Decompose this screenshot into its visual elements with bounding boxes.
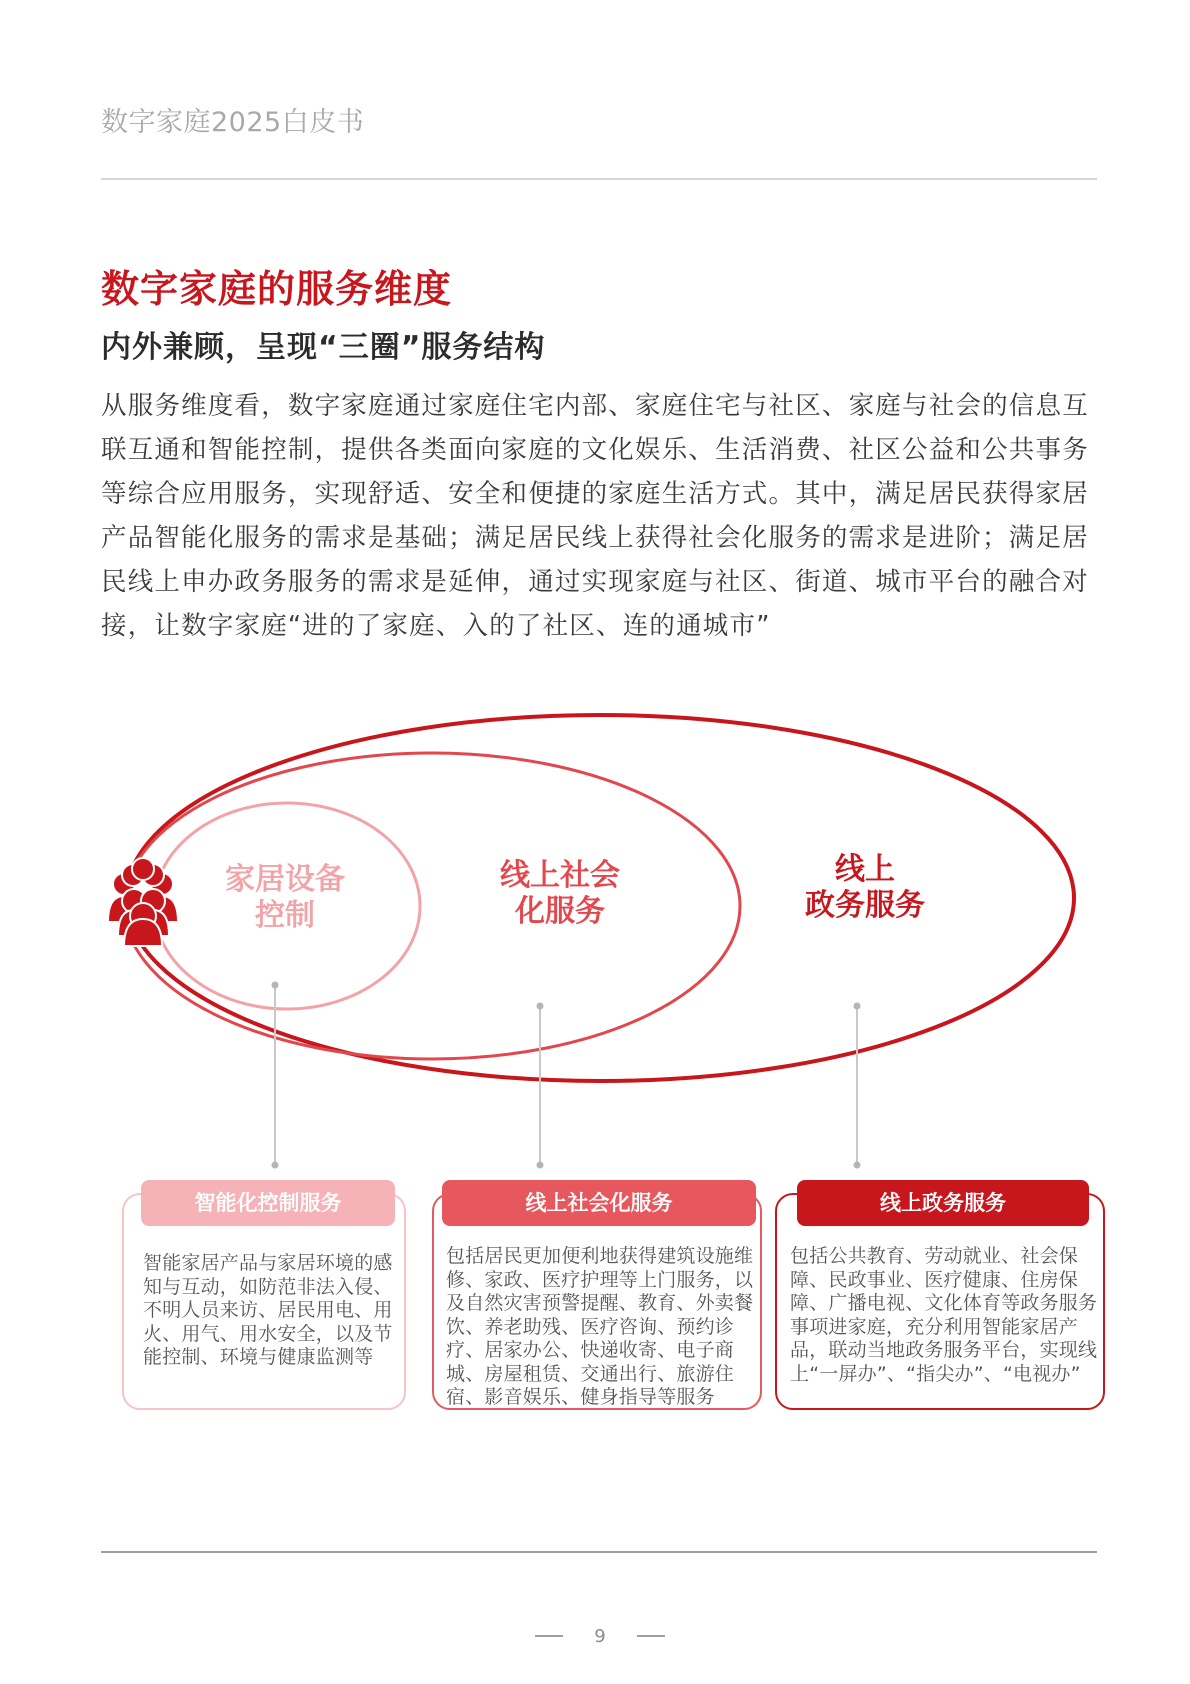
section-subtitle: 内外兼顾，呈现“三圈”服务结构	[101, 330, 546, 365]
circle-label-gov	[770, 852, 960, 924]
footer-divider	[101, 1551, 1097, 1553]
circle-label-home	[195, 862, 375, 934]
card-text-social-service: 包括居民更加便利地获得建筑设施维修、家政、医疗护理等上门服务，以及自然灾害预警提醒、教育、外卖餐饮、养老助残、医疗咨询、预约诊疗、居家办公、快递收寄、电子商城、房屋租赁、交通出行、旅游住宿、影音娱乐、健身指导等服务	[446, 1245, 754, 1408]
card-title-smart-control: 智能化控制服务	[141, 1180, 395, 1226]
page-number-dash-right	[637, 1635, 665, 1637]
circle-label-gov-line1: 线上	[835, 852, 895, 887]
connector-gov	[854, 1003, 861, 1169]
body-paragraph: 从服务维度看，数字家庭通过家庭住宅内部、家庭住宅与社区、家庭与社会的信息互联互通和智能控制，提供各类面向家庭的文化娱乐、生活消费、社区公益和公共事务等综合应用服务，实现舒适、安全和便捷的家庭生活方式。其中，满足居民获得家居产品智能化服务的需求是基础；满足居民线上获得社会化服务的需求是进阶；满足居民线上申办政务服务的需求是延伸，通过实现家庭与社区、街道、城市平台的融合对接，让数字家庭“进的了家庭、入的了社区、连的通城市”	[101, 391, 1089, 641]
circle-label-social-line2: 化服务	[515, 894, 605, 929]
card-text-smart-control: 智能家居产品与家居环境的感知与互动，如防范非法入侵、不明人员来访、居民用电、用火、用气、用水安全，以及节能控制、环境与健康监测等	[143, 1252, 393, 1368]
section-title: 数字家庭的服务维度	[101, 267, 453, 311]
page-number: 9	[594, 1625, 606, 1647]
circle-label-social-line1: 线上社会	[500, 858, 620, 893]
page-number-footer	[535, 1624, 665, 1648]
card-text-gov-service: 包括公共教育、劳动就业、社会保障、民政事业、医疗健康、住房保障、广播电视、文化体育等政务服务事项进家庭，充分利用智能家居产品，联动当地政务服务平台，实现线上“一屏办”、“指尖办”、“电视办”	[790, 1245, 1098, 1385]
page-number-dash-left	[535, 1635, 563, 1637]
circle-label-gov-line2: 政务服务	[805, 888, 925, 923]
card-title-gov-service: 线上政务服务	[797, 1180, 1089, 1226]
running-header-title: 数字家庭2025白皮书	[101, 107, 365, 138]
people-group-icon	[108, 858, 178, 946]
circle-label-social	[470, 858, 650, 930]
circle-label-home-line1: 家居设备	[225, 862, 345, 897]
circle-label-home-line2: 控制	[255, 898, 315, 933]
connector-social	[537, 1003, 544, 1169]
card-title-social-service: 线上社会化服务	[442, 1180, 756, 1226]
